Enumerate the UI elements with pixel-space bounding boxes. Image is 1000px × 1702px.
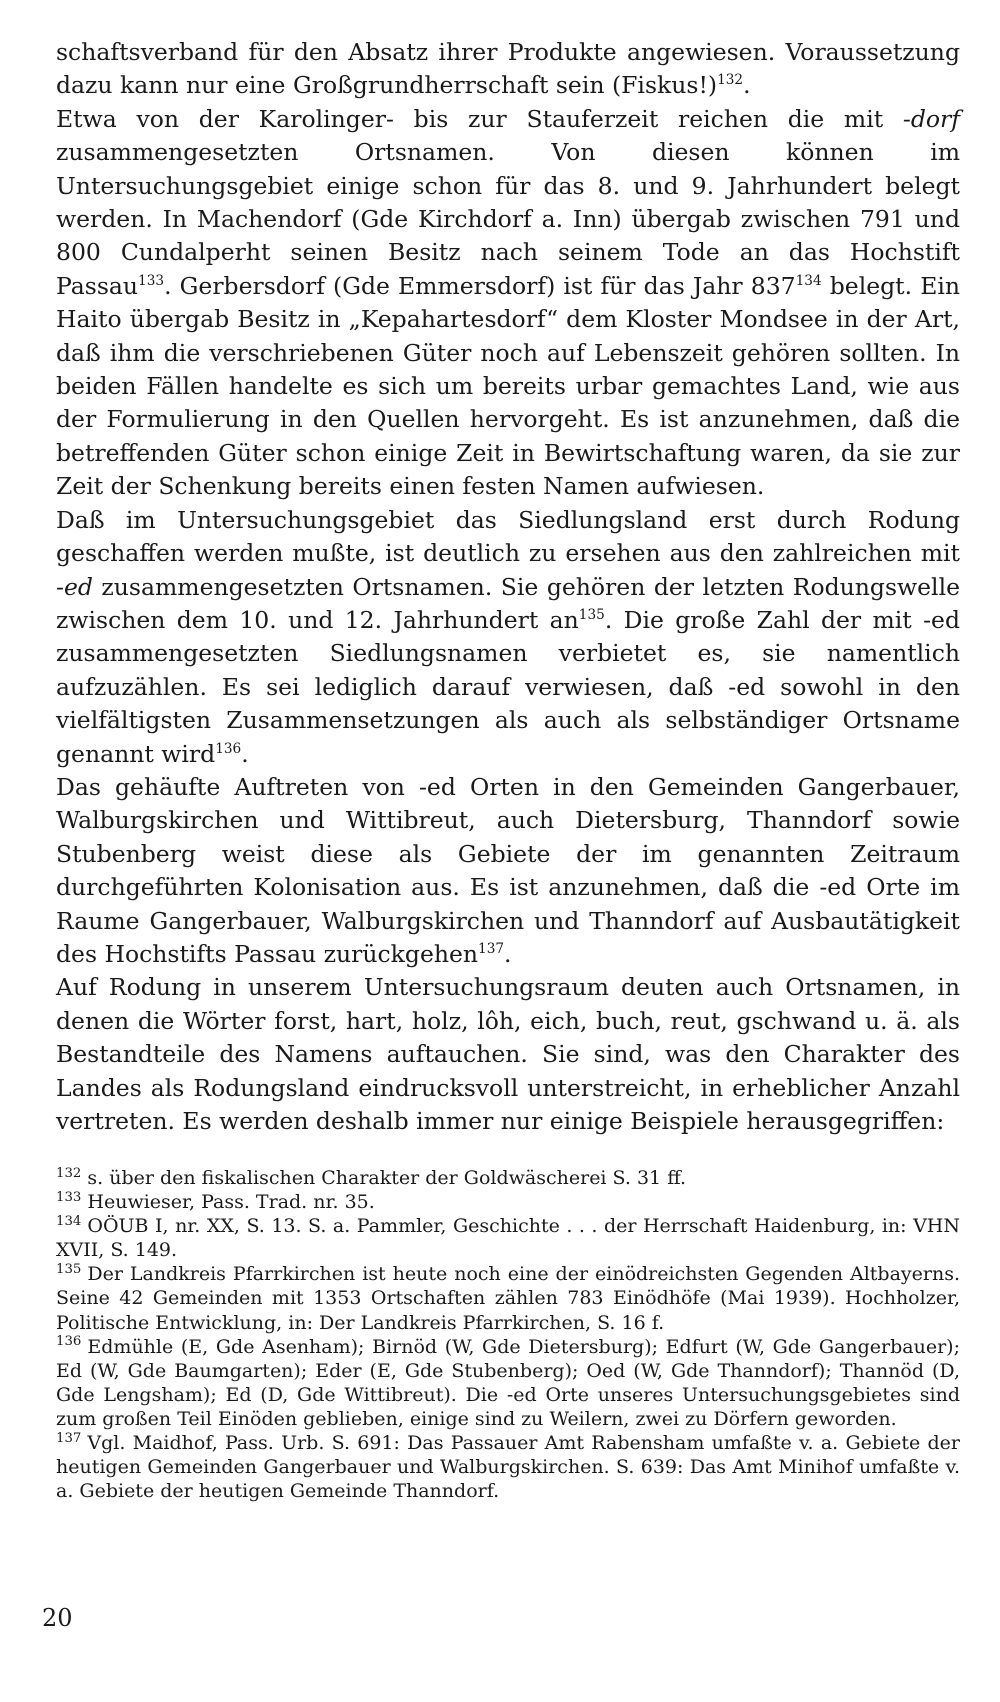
paragraph [56,771,960,971]
footnote-text: s. über den fiskalischen Charakter der Goldwäscherei S. 31 ff. [87,1167,687,1189]
footnote-text: Der Landkreis Pfarrkirchen ist heute noch eine der einödreichsten Gegenden Altbayerns. Seine 42 Gemeinden mit 1353 Ortschaften zählen 783 Einödhöfe (Mai 1939). Hochholzer, Politische Entwicklung, in: Der Landkreis Pfarrkirchen, S. 16 f. [56,1263,960,1334]
footnote-number: 133 [56,1189,82,1205]
footnote-number: 132 [56,1165,82,1181]
main-text [56,36,960,1138]
footnote-ref: 132 [717,72,744,89]
text-run: zusammengesetzten Ortsnamen. Von diesen können im Untersuchungsgebiet einige schon für das 8. und 9. Jahrhundert belegt werden. In Machendorf (Gde Kirchdorf a. Inn) übergab zwischen 791 und 800 Cundalperht seinen Besitz nach seinem Tode an das Hochstift Passau [56,138,960,300]
footnote-number: 135 [56,1262,82,1278]
text-run: . Die große Zahl der mit -ed zusammengesetzten Siedlungsnamen verbietet es, sie namentlich aufzuzählen. Es sei lediglich darauf verwiesen, daß -ed sowohl in den vielfältigsten Zusammensetzungen als auch als selbständiger Ortsname genannt wird [56,605,960,768]
text-run: belegt. Ein Haito übergab Besitz in „Kepahartesdorf“ dem Kloster Mondsee in der Art, daß ihm die verschriebenen Güter noch auf Lebenszeit gehören sollten. In beiden Fällen handelte es sich um bereits urbar gemachtes Land, wie aus der Formulierung in den Quellen hervorgeht. Es ist anzunehmen, daß die betreffenden Güter schon einige Zeit in Bewirtschaftung waren, da sie zur Zeit der Schenkung bereits einen festen Namen aufwiesen. [56,271,961,501]
footnote-ref: 133 [138,273,165,290]
footnote [56,1431,960,1503]
footnote-text: Edmühle (E, Gde Asenham); Birnöd (W, Gde Dietersburg); Edfurt (W, Gde Gangerbauer); Ed (W, Gde Baumgarten); Eder (E, Gde Stubenberg); Oed (W, Gde Thanndorf); Thannöd (D, Gde Lengsham); Ed (D, Gde Wittibreut). Die -ed Orte unseres Untersuchungsgebietes sind zum großen Teil Einöden geblieben, einige sind zu Weilern, zwei zu Dörfern geworden. [56,1335,960,1430]
footnote-ref: 135 [578,607,605,624]
page-body [56,36,960,1138]
footnote [56,1262,960,1334]
footnote [56,1190,960,1214]
italic-text: -ed [56,572,93,601]
footnote [56,1335,960,1431]
footnote-number: 137 [56,1430,82,1446]
text-run: . [504,939,512,968]
page-number: 20 [42,1604,73,1632]
text-run: zusammengesetzten Ortsnamen. Sie gehören der letzten Rodungswelle zwischen dem 10. und 12. Jahrhundert an [56,572,960,634]
footnote-ref: 137 [478,941,505,958]
italic-text: -dorf [902,104,960,133]
text-run: . [241,739,249,768]
paragraph [56,103,960,504]
text-run: Auf Rodung in unserem Untersuchungsraum deuten auch Ortsnamen, in denen die Wörter forst, hart, holz, lôh, eich, buch, reut, gschwand u. ä. als Bestandteile des Namens auftauchen. Sie sind, was den Charakter des Landes als Rodungsland eindrucksvoll unterstreicht, in erheblicher Anzahl vertreten. Es werden deshalb immer nur einige Beispiele herausgegriffen: [56,973,960,1135]
footnote [56,1166,960,1190]
text-run: . Gerbersdorf (Gde Emmersdorf) ist für das Jahr 837 [164,271,796,300]
footnote-text: Heuwieser, Pass. Trad. nr. 35. [87,1191,375,1214]
footnote [56,1214,960,1262]
footnote-text: Vgl. Maidhof, Pass. Urb. S. 691: Das Passauer Amt Rabensham umfaßte v. a. Gebiete der heutigen Gemeinden Gangerbauer und Walburgskirchen. S. 639: Das Amt Minihof umfaßte v. a. Gebiete der heutigen Gemeinde Thanndorf. [56,1432,960,1503]
paragraph [56,971,960,1138]
text-run: schaftsverband für den Absatz ihrer Produkte angewiesen. Voraussetzung dazu kann nur eine Großgrundherrschaft sein (Fiskus!) [56,38,960,100]
footnote-ref: 136 [215,740,242,757]
text-run: Etwa von der Karolinger- bis zur Stauferzeit reichen die mit [56,104,903,133]
text-run: Das gehäufte Auftreten von -ed Orten in den Gemeinden Gangerbauer, Walburgskirchen und Wittibreut, auch Dietersburg, Thanndorf sowie Stubenberg weist diese als Gebiete der im genannten Zeitraum durchgeführten Kolonisation aus. Es ist anzunehmen, daß die -ed Orte im Raume Gangerbauer, Walburgskirchen und Thanndorf auf Ausbautätigkeit des Hochstifts Passau zurückgehen [56,772,960,968]
footnote-ref: 134 [795,273,822,290]
footnote-text: OÖUB I, nr. XX, S. 13. S. a. Pammler, Geschichte . . . der Herrschaft Haidenburg, in: VHN XVII, S. 149. [56,1215,960,1262]
paragraph [56,504,960,771]
footnotes [56,1166,960,1503]
footnote-number: 134 [56,1213,82,1229]
footnote-number: 136 [56,1334,82,1350]
text-run: Daß im Untersuchungsgebiet das Siedlungsland erst durch Rodung geschaffen werden mußte, ist deutlich zu ersehen aus den zahlreichen mit [56,505,960,568]
text-run: . [743,71,751,100]
paragraph [56,36,960,103]
